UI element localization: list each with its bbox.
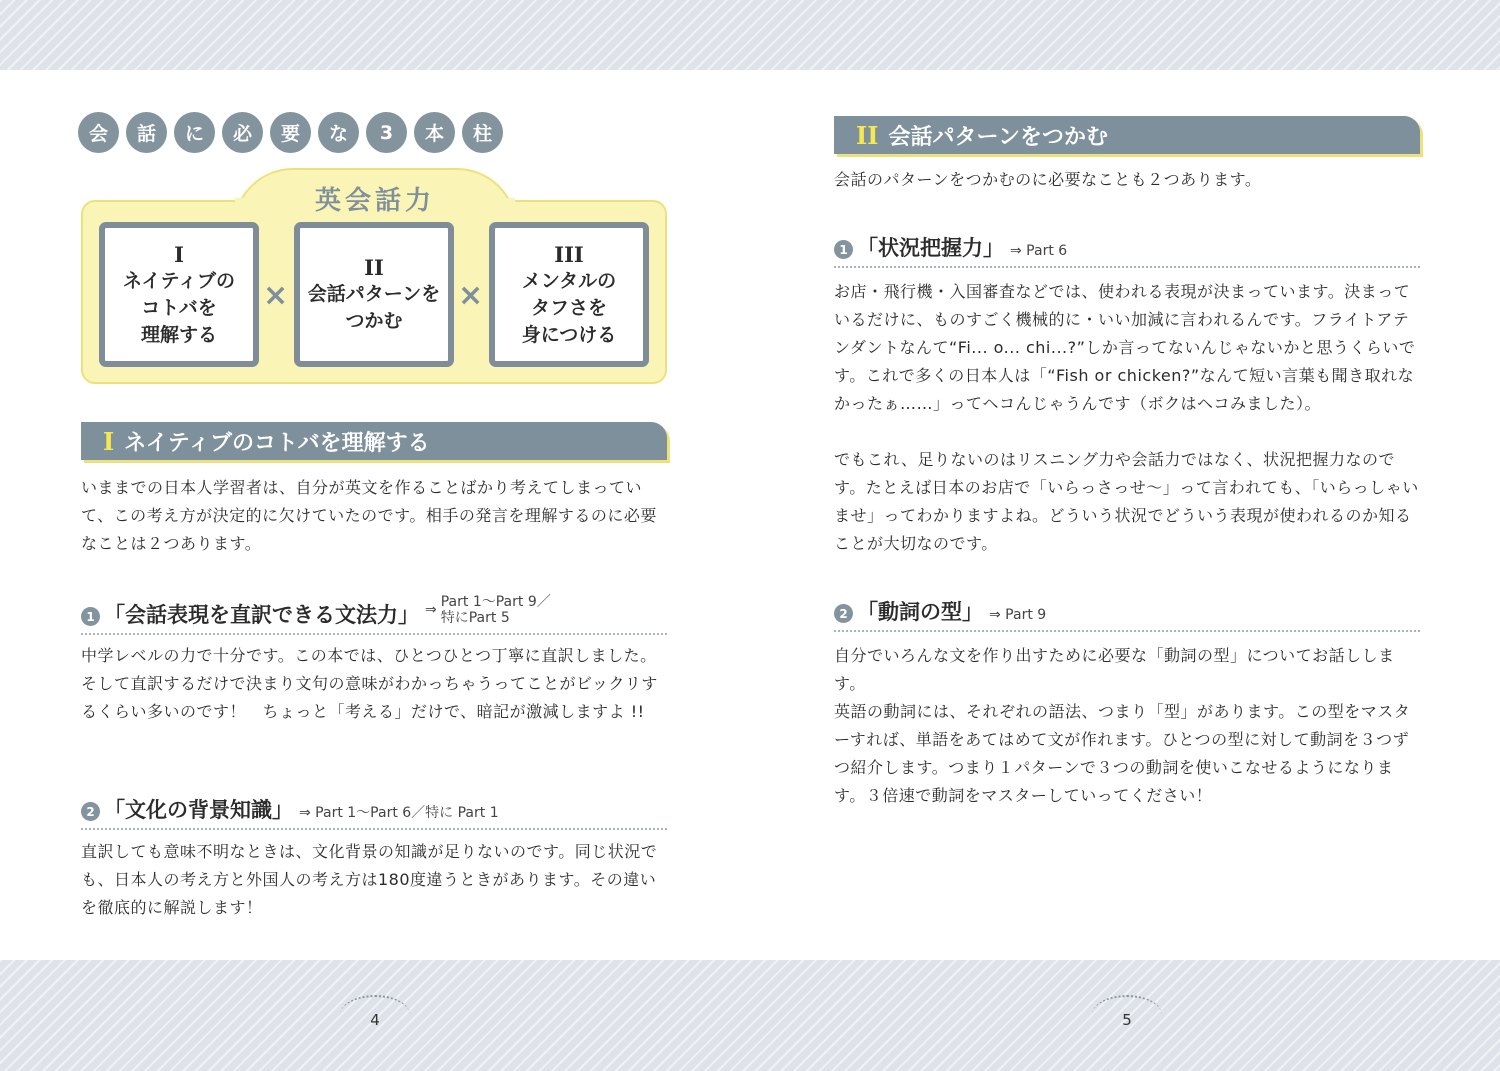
pillar-box-2	[294, 222, 454, 367]
pillar-line: タフさを	[530, 296, 607, 319]
subheading-title: 「文化の背景知識」	[104, 798, 293, 822]
bottom-decorative-band	[0, 960, 1500, 1071]
title-char: な	[318, 112, 359, 153]
pillar-line: メンタルの	[521, 269, 617, 292]
section-heading-2	[834, 116, 1420, 154]
title-char: 柱	[462, 112, 503, 153]
pillar-line: ネイティブの	[122, 269, 236, 292]
pillar-number: III	[554, 241, 584, 267]
subheading-1	[81, 594, 667, 635]
section-roman-numeral: I	[103, 426, 115, 456]
pillar-box-3	[489, 222, 649, 367]
subheading-title: 「会話表現を直訳できる文法力」	[104, 603, 419, 627]
title-char: 3	[366, 112, 407, 153]
section-roman-numeral: II	[856, 120, 879, 150]
body-paragraph: 中学レベルの力で十分です。この本では、ひとつひとつ丁寧に直訳しました。そして直訳するだけで決まり文句の意味がわかっちゃうってことがビックリするくらい多いのです！ ちょっと「考える」だけで、暗記が激減しますよ !!	[81, 646, 658, 721]
title-char: 話	[126, 112, 167, 153]
title-char: 会	[78, 112, 119, 153]
pillar-number: I	[174, 241, 184, 267]
reference-arrow: ⇒	[425, 602, 437, 618]
reference-line: 特にPart 5	[440, 610, 510, 626]
pillar-line: つかむ	[345, 310, 403, 332]
part-reference: ⇒ Part 6	[1010, 243, 1068, 259]
intro-paragraph: いままでの日本人学習者は、自分が英文を作ることばかり考えてしまっていて、この考え方が決定的に欠けていたのです。相手の発言を理解するのに必要なことは２つあります。	[81, 478, 657, 553]
reference-line: Part 1～Part 9／	[440, 594, 551, 610]
body-paragraph: でもこれ、足りないのはリスニング力や会話力ではなく、状況把握力なのです。たとえば日本のお店で「いらっさっせ～」って言われても、「いらっしゃいませ」ってわかりますよね。どういう状況でどういう表現が使われるのか知ることが大切なのです。	[834, 450, 1419, 553]
pillar-title	[78, 112, 503, 153]
top-decorative-band	[0, 0, 1500, 70]
times-symbol: ×	[263, 278, 289, 313]
subheading-3	[834, 232, 1420, 268]
pillar-main-label: 英会話力	[314, 186, 435, 216]
pillar-line: 身につける	[521, 323, 617, 346]
pillar-line: 会話パターンを	[307, 283, 441, 305]
intro-paragraph: 会話のパターンをつかむのに必要なことも２つあります。	[834, 170, 1262, 189]
number-badge: 2	[834, 604, 853, 623]
section-heading-1	[81, 422, 667, 460]
title-char: に	[174, 112, 215, 153]
part-reference	[425, 594, 551, 626]
subheading-2	[81, 794, 667, 830]
subheading-4	[834, 596, 1420, 632]
times-symbol: ×	[458, 278, 484, 313]
section-title: ネイティブのコトバを理解する	[124, 430, 430, 456]
title-char: 要	[270, 112, 311, 153]
subheading-title: 「状況把握力」	[857, 236, 1004, 260]
body-paragraph: 英語の動詞には、それぞれの語法、つまり「型」があります。この型をマスターすれば、単語をあてはめて文が作れます。ひとつの型に対して動詞を３つずつ紹介します。つまり１パターンで３つの動詞を使いこなせるようになります。３倍速で動詞をマスターしていってください！	[834, 702, 1411, 805]
reference-lines	[441, 594, 551, 626]
part-reference: ⇒ Part 1～Part 6／特に Part 1	[299, 805, 499, 821]
pillar-line: 理解する	[140, 323, 217, 346]
page-number: 5	[1092, 995, 1162, 1035]
pillar-line: コトバを	[141, 296, 217, 319]
pillar-number: II	[364, 255, 384, 280]
number-badge: 1	[834, 240, 853, 259]
body-paragraph: 自分でいろんな文を作り出すために必要な「動詞の型」についてお話しします。	[834, 646, 1395, 693]
body-paragraph: 直訳しても意味不明なときは、文化背景の知識が足りないのです。同じ状況でも、日本人の考え方と外国人の考え方は180度違うときがあります。その違いを徹底的に解説します！	[81, 842, 658, 917]
title-char: 必	[222, 112, 263, 153]
title-char: 本	[414, 112, 455, 153]
pillar-box-1	[99, 222, 259, 367]
page-number: 4	[340, 995, 410, 1035]
number-badge: 1	[81, 607, 100, 626]
subheading-title: 「動詞の型」	[857, 600, 983, 624]
section-title: 会話パターンをつかむ	[888, 124, 1109, 150]
body-paragraph: お店・飛行機・入国審査などでは、使われる表現が決まっています。決まっているだけに、ものすごく機械的に・いい加減に言われるんです。フライトアテンダントなんて“Fi... o... chi...?”しか言ってないんじゃないかと思うくらいです。これで多くの日本人は「“Fish or chicken?”なんて短い言葉も聞き取れなかったぁ……」ってヘコんじゃうんです（ボクはヘコみました）。	[834, 282, 1416, 413]
number-badge: 2	[81, 802, 100, 821]
part-reference: ⇒ Part 9	[989, 607, 1047, 623]
